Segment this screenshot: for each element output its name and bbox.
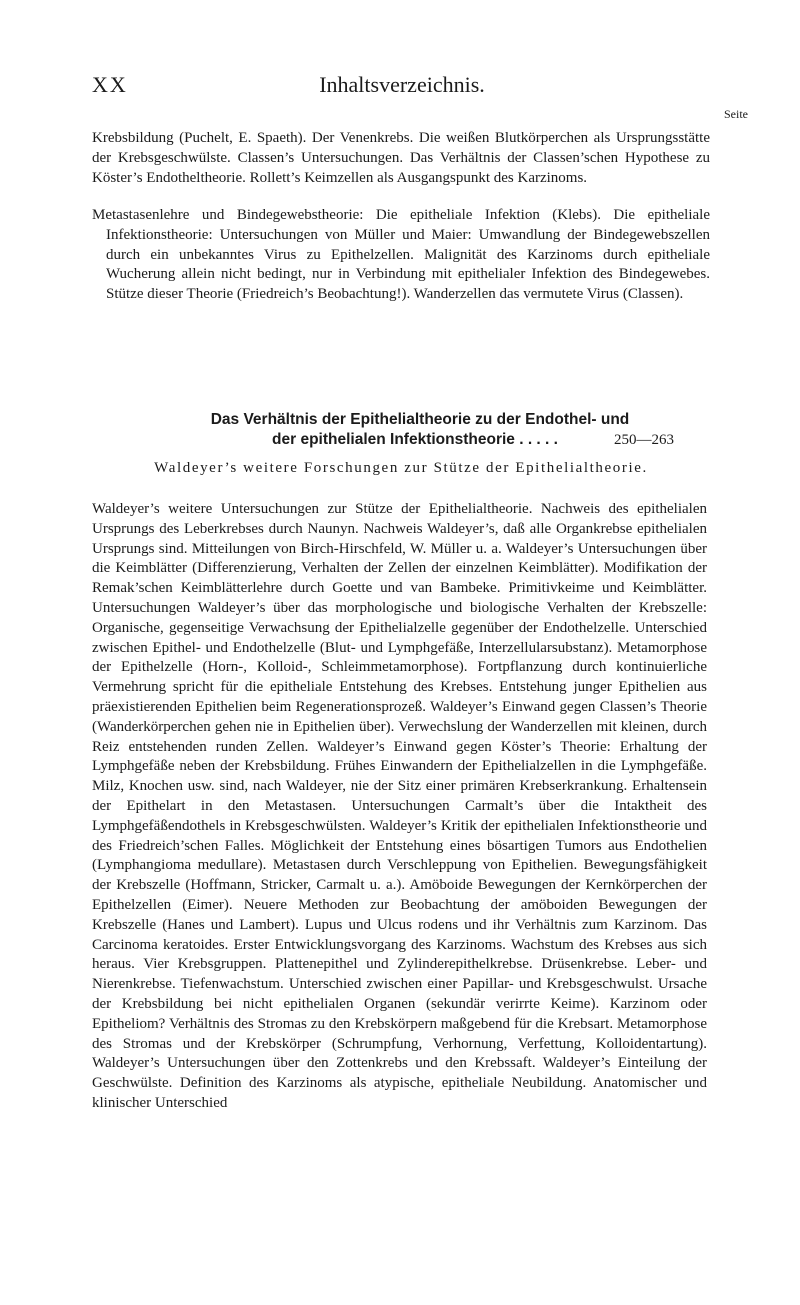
section-heading-line-1: Das Verhältnis der Epithelialtheorie zu der Endothel- und xyxy=(210,411,630,428)
section-heading xyxy=(150,410,690,450)
section-heading-line-2: der epithelialen Infektionstheorie . . . . . xyxy=(272,431,558,448)
toc-paragraph-3: Waldeyer’s weitere Untersuchungen zur Stütze der Epithelialtheorie. Nachweis des epithelialen Ursprungs des Leberkrebses durch Naunyn. Nachweis Waldeyer’s, daß alle Organkrebse epithelialen Ursprungs sind. Mitteilungen von Birch-Hirschfeld, W. Müller u. a. Waldeyer’s Untersuchungen über die Keimblätter (Differenzierung, Verhalten der Zellen der einzelnen Keimblätter). Modifikation der Remak’schen Keimblätterlehre durch Goette und van Bambeke. Primitivkeime und Keimblätter. Untersuchungen Waldeyer’s über das morphologische und biologische Verhalten der Krebszelle: Organische, gegenseitige Verwachsung der Epithelialzelle gegenüber der Endothelzelle. Unterschied zwischen Epithel- und Endothelzelle (Blut- und Lymphgefäße, Interzellularsubstanz). Metamorphose der Epithelzelle (Horn-, Kolloid-, Schleimmetamorphose). Fortpflanzung durch kontinuierliche Vermehrung spricht für die epitheliale Entstehung des Krebses. Entstehung junger Epithelien aus präexistierenden Epithelien beim Regenerationsprozeß. Waldeyer’s Einwand gegen Classen’s Theorie (Wanderkörperchen gehen nie in Epithelien über). Verwechslung der Wanderzellen mit kleinen, durch Reiz entstehenden runden Zellen. Waldeyer’s Einwand gegen Köster’s Theorie: Erhaltung der Lymphgefäße neben der Krebsbildung. Frühes Einwandern der Epithelialzellen in die Lymphgefäße. Milz, Knochen usw. sind, nach Waldeyer, nie der Sitz einer primären Krebserkrankung. Erhaltensein der Epithelart in den Metastasen. Untersuchungen Carmalt’s über die Intaktheit des Lymphgefäßendothels in Krebsgeschwülsten. Waldeyer’s Kritik der epithelialen Infektionstheorie und des Friedreich’schen Falles. Möglichkeit der Entstehung eines bösartigen Tumors aus Endothelien (Lymphangioma medullare). Metastasen durch Verschleppung von Epithelien. Bewegungsfähigkeit der Krebszelle (Hoffmann, Stricker, Carmalt u. a.). Amöboide Bewegungen der Kernkörperchen der Epithelzellen (Eimer). Neuere Methoden zur Beobachtung der amöboiden Bewegungen der Krebszelle (Hanes und Lambert). Lupus und Ulcus rodens und ihr Verhältnis zum Karzinom. Das Carcinoma keratoides. Erster Entwicklungsvorgang des Karzinoms. Wachstum des Krebses aus sich heraus. Vier Krebsgruppen. Plattenepithel und Zylinderepithelkrebse. Drüsenkrebse. Leber- und Nierenkrebse. Tiefenwachstum. Unterschied zwischen einer Papillar- und Krebsgeschwulst. Ursache der Krebsbildung bei nicht epithelialen Organen (sekundär verirrte Keime). Karzinom oder Epitheliom? Verhältnis des Stromas zu den Krebskörpern maßgebend für die Krebsart. Metamorphose des Stromas und der Krebskörper (Schrumpfung, Verhornung, Verfettung, Kolloidentartung). Waldeyer’s Untersuchungen über den Zottenkrebs und den Krebssaft. Waldeyer’s Einteilung der Geschwülste. Definition des Karzinoms als atypische, epitheliale Neubildung. Anatomischer und klinischer Unterschied xyxy=(92,501,707,1111)
section-subheading: Waldeyer’s weitere Forschungen zur Stütze der Epithelialtheorie. xyxy=(154,460,648,476)
running-head xyxy=(92,72,712,102)
toc-paragraph-2: Metastasenlehre und Bindegewebstheorie: Die epitheliale Infektion (Klebs). Die epitheliale Infektionstheorie: Untersuchungen von Müller und Maier: Umwandlung der Bindegewebszellen durch ein unbekanntes Virus zu Epithelzellen. Malignität des Karzinoms durch epitheliale Wucherung allein nicht bedingt, nur in Verbindung mit epithelialer Infektion des Bindegewebes. Stütze dieser Theorie (Friedreich’s Beobachtung!). Wanderzellen das vermutete Virus (Classen). xyxy=(92,207,710,303)
header-title: Inhaltsverzeichnis. xyxy=(319,72,485,97)
section-page-range: 250—263 xyxy=(614,432,674,448)
page-number: XX xyxy=(92,72,128,97)
toc-paragraph-1: Krebsbildung (Puchelt, E. Spaeth). Der Venenkrebs. Die weißen Blutkörperchen als Ursprungsstätte der Krebsgeschwülste. Classen’s Untersuchungen. Das Verhältnis der Classen’schen Hypothese zu Köster’s Endotheltheorie. Rollett’s Keimzellen als Ausgangspunkt des Karzinoms. xyxy=(92,130,710,186)
seite-column-label: Seite xyxy=(724,107,748,121)
